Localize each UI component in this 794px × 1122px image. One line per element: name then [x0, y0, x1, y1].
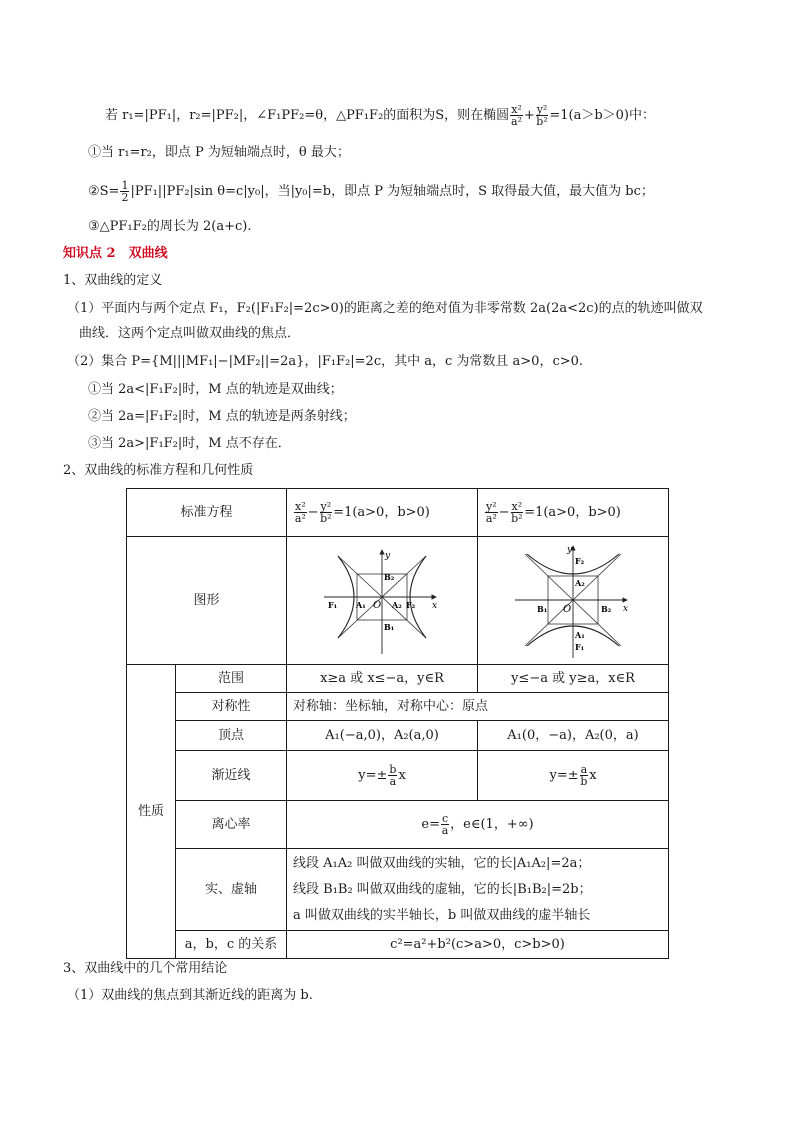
fig1-a1-label: A₁ — [356, 599, 366, 610]
definition-case-3: ③当 2a>|F₁F₂|时，M 点不存在． — [88, 436, 291, 451]
graph-horizontal-cell — [287, 537, 478, 665]
asymptote-horizontal: y=± $\frac{b}{a}$ x — [287, 751, 478, 801]
definition-case-1: ①当 2a<|F₁F₂|时，M 点的轨迹是双曲线； — [88, 382, 343, 397]
fig2-origin-label: O — [563, 603, 572, 615]
fig1-origin-label: O — [373, 599, 382, 611]
fig2-y-label: y — [567, 544, 573, 555]
conclusion-title: 3、双曲线中的几个常用结论 — [63, 961, 228, 976]
table-row — [127, 721, 669, 751]
asymptote-label: 渐近线 — [176, 751, 287, 801]
range-label: 范围 — [176, 665, 287, 693]
fig2-x-label: x — [623, 603, 629, 614]
definition-2: （2）集合 P={M|||MF₁|−|MF₂||=2a}，|F₁F₂|=2c，其中 a，c 为常数且 a>0，c>0. — [67, 354, 584, 369]
hyperbola-horizontal-figure — [322, 546, 442, 656]
definition-1a: （1）平面内与两个定点 F₁，F₂(|F₁F₂|=2c>0)的距离之差的绝对值为非零常数 2a(2a<2c)的点的轨迹叫做双 — [67, 301, 703, 316]
table-row — [127, 489, 669, 537]
fig2-b1-label: B₁ — [537, 603, 548, 614]
axis-description: 线段 A₁A₂ 叫做双曲线的实轴，它的长|A₁A₂|=2a； 线段 B₁B₂ 叫做双曲线的虚轴，它的长|B₁B₂|=2b； a 叫做双曲线的实半轴长，b 叫做双曲线的虚半轴长 — [287, 849, 669, 931]
std-eq-horizontal: $\frac{\text{x²}}{\text{a²}}$ − $\frac{\text{y²}}{\text{b²}}$ =1(a>0，b>0) — [287, 489, 478, 537]
relation-label: a，b，c 的关系 — [176, 931, 287, 959]
symmetry-value: 对称轴：坐标轴，对称中心：原点 — [287, 693, 669, 721]
graph-label: 图形 — [127, 537, 287, 665]
range-vertical: y≤−a 或 y≥a，x∈R — [478, 665, 669, 693]
eccentricity-label: 离心率 — [176, 801, 287, 849]
fig1-f1-label: F₁ — [328, 599, 338, 610]
symmetry-label: 对称性 — [176, 693, 287, 721]
section-heading: 知识点 2 双曲线 — [63, 246, 168, 261]
fig1-b1-label: B₁ — [384, 621, 395, 632]
graph-vertical-cell — [478, 537, 669, 665]
fig1-b2-label: B₂ — [384, 571, 395, 582]
fig2-f2-label: F₂ — [575, 555, 585, 566]
definition-1b: 曲线．这两个定点叫做双曲线的焦点． — [79, 326, 301, 341]
table-row — [127, 537, 669, 665]
relation-value: c²=a²+b²(c>a>0，c>b>0) — [287, 931, 669, 959]
standard-equation-title: 2、双曲线的标准方程和几何性质 — [63, 463, 254, 478]
fig1-y-label: y — [385, 550, 391, 561]
std-eq-vertical: $\frac{\text{y²}}{\text{a²}}$ − $\frac{\text{x²}}{\text{b²}}$ =1(a>0，b>0) — [478, 489, 669, 537]
fig1-x-label: x — [432, 600, 438, 611]
table-row — [127, 849, 669, 931]
table-row — [127, 931, 669, 959]
vertex-label: 顶点 — [176, 721, 287, 751]
eccentricity-value: e= $\frac{c}{a}$ ，e∈(1，+∞) — [287, 801, 669, 849]
table-row — [127, 751, 669, 801]
fig2-b2-label: B₂ — [601, 603, 612, 614]
properties-group-label: 性质 — [127, 665, 176, 959]
asymptote-vertical: y=± $\frac{a}{b}$ x — [478, 751, 669, 801]
std-eq-label: 标准方程 — [127, 489, 287, 537]
vertex-horizontal: A₁(−a,0)，A₂(a,0) — [287, 721, 478, 751]
table-row — [127, 665, 669, 693]
fig2-f1-label: F₁ — [575, 641, 585, 652]
table-row — [127, 693, 669, 721]
conclusion-1: （1）双曲线的焦点到其渐近线的距离为 b. — [67, 988, 313, 1003]
definition-title: 1、双曲线的定义 — [63, 273, 163, 288]
fig2-a2-label: A₂ — [575, 577, 585, 588]
hyperbola-vertical-figure — [513, 542, 633, 660]
table-row — [127, 801, 669, 849]
fig2-a1-label: A₁ — [575, 629, 585, 640]
ellipse-property-2: ②S= $\frac{1}{2}$ |PF₁||PF₂|sin θ=c|y₀|，当|y₀|=b，即点 P 为短轴端点时，S 取得最大值，最大值为 bc； — [88, 179, 654, 204]
fig1-f2-label: F₂ — [406, 599, 416, 610]
hyperbola-properties-table — [126, 488, 669, 959]
vertex-vertical: A₁(0，−a)，A₂(0，a) — [478, 721, 669, 751]
definition-case-2: ②当 2a=|F₁F₂|时，M 点的轨迹是两条射线； — [88, 409, 356, 424]
fig1-a2-label: A₂ — [392, 599, 402, 610]
axis-label: 实、虚轴 — [176, 849, 287, 931]
range-horizontal: x≥a 或 x≤−a，y∈R — [287, 665, 478, 693]
ellipse-property-3: ③△PF₁F₂的周长为 2(a+c). — [88, 219, 252, 234]
ellipse-property-intro: 若 r₁=|PF₁|，r₂=|PF₂|，∠F₁PF₂=θ，△PF₁F₂的面积为S，则在椭圆 $\frac{\text{x²}}{\text{a²}}$ + $\frac{\text{y²}}{\text{b²}}$ =1(a＞b＞0)中： — [105, 103, 655, 128]
ellipse-property-1: ①当 r₁=r₂，即点 P 为短轴端点时，θ 最大； — [88, 145, 350, 160]
